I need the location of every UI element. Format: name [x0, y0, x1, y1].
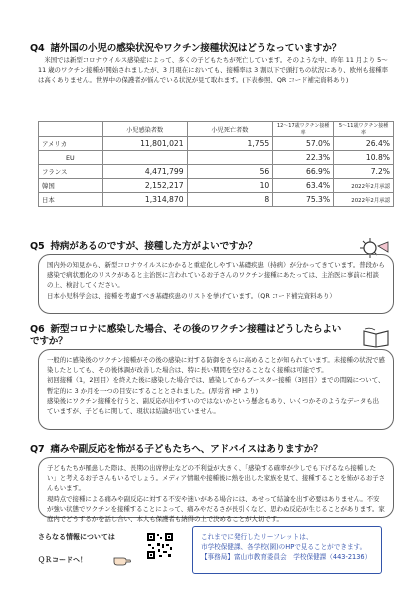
table-cell: 2022年2月承認 [334, 193, 394, 207]
q6-number: Q6 [30, 324, 45, 335]
table-cell: 57.0% [273, 137, 334, 151]
table-cell: 66.9% [273, 165, 334, 179]
table-cell: 10 [187, 179, 273, 193]
q7-title: 痛みや副反応を怖がる子どもたちへ、アドバイスはありますか？ [50, 444, 323, 455]
table-cell [187, 151, 273, 165]
table-row [39, 193, 394, 207]
table-cell: 75.3% [273, 193, 334, 207]
table-cell: 2022年2月承認 [334, 179, 394, 193]
table-cell: 56 [187, 165, 273, 179]
table-cell: 22.3% [273, 151, 334, 165]
q7-heading [30, 441, 323, 455]
footer-qr-prompt: ＱＲコードへ！ [38, 556, 87, 564]
pointing-hand-icon [113, 554, 131, 566]
qr-code-icon[interactable] [146, 532, 174, 560]
q5-title: 持病があるのですが、接種した方がよいですか？ [50, 241, 258, 252]
q6-heading [30, 324, 348, 348]
table-cell: 4,471,799 [102, 165, 187, 179]
table-header-cell: 小児感染者数 [102, 122, 187, 137]
table-cell: 26.4% [334, 137, 394, 151]
table-cell: 韓国 [39, 179, 103, 193]
q4-heading [30, 40, 341, 54]
q4-number: Q4 [30, 43, 45, 54]
q5-heading [30, 238, 257, 252]
table-cell: フランス [39, 165, 103, 179]
table-cell [102, 151, 187, 165]
q4-body: 米国では新型コロナウイルス感染症によって、多くの子どもたちが死亡しています。そのような中、昨年 11 月より 5～11 歳のワクチン接種が開始されましたが、3 月現在においても、接種率は 3 割以下で頭打ちの状況にあり、欧州も接種率は高くありません。世界中の保護者が悩んでいる状況が見て取れます。(下表参照、QR コード補完資料あり) [38, 56, 388, 85]
leaflet-info-box [192, 526, 382, 574]
q4-title: 諸外国の小児の感染状況やワクチン接種状況はどうなっていますか？ [50, 43, 342, 54]
table-row [39, 151, 394, 165]
table-cell: 7.2% [334, 165, 394, 179]
table-row [39, 165, 394, 179]
table-cell: 63.4% [273, 179, 334, 193]
table-row [39, 137, 394, 151]
table-cell: アメリカ [39, 137, 103, 151]
table-cell: 8 [187, 193, 273, 207]
book-icon [362, 325, 390, 349]
footer-more-info: さらなる情報については [38, 533, 115, 541]
table-header-cell: 5～11歳ワクチン接種率 [334, 122, 394, 137]
q5-body: 国内外の知見から、新型コロナウイルスにかかると重症化しやすい基礎疾患（持病）が分かってきています。普段から感染で病状悪化のリスクがあると主治医に言われているお子さんのワクチン接種にあたっては、主治医に事前に相談の上、検討してください。 日本小児科学会は、接種を考慮すべき基礎疾患のリストを挙げています。（QR コード補完資料あり） [47, 261, 385, 300]
q6-answer-box [38, 349, 394, 430]
stats-table [38, 121, 394, 207]
table-header-row [39, 122, 394, 137]
q6-title: 新型コロナに感染した場合、その後のワクチン接種はどうしたらよいですか？ [30, 324, 342, 347]
q7-number: Q7 [30, 444, 45, 455]
q5-answer-box [38, 254, 394, 314]
table-header-cell: 小児死亡者数 [187, 122, 273, 137]
table-cell: 11,801,021 [102, 137, 187, 151]
table-cell: 1,755 [187, 137, 273, 151]
info-line-3: 【事務局】富山市教育委員会 学校保健課（443-2136） [201, 553, 372, 561]
table-header-cell: 12～17歳ワクチン接種率 [273, 122, 334, 137]
table-cell: 2,152,217 [102, 179, 187, 193]
table-cell: 10.8% [334, 151, 394, 165]
q7-body: 子どもたちが罹患した際は、長期の出席停止などの不利益が大きく、「感染する確率が少しでも下げるなら接種したい」と考えるお子さんもいるでしょう。メディア情報や接種後に熱を出した家族を見て、接種することを怖がるお子さんもいます。 現時点で接種による痛みや副反応に対する不安や迷いがある場合には、あせって結論を出す必要はありません。不安が強い状態でワクチンを接種することによって、痛みやだるさが長引くなど、思わぬ反応が生じることがあります。家庭内でどうするかを話し合い、本人も保護者も納得の上で決めることが大切です。 [47, 464, 385, 524]
table-cell: 1,314,870 [102, 193, 187, 207]
q7-answer-box [38, 457, 394, 524]
table-row [39, 179, 394, 193]
q5-number: Q5 [30, 241, 45, 252]
info-line-1: これまでに発行したリーフレットは、 [201, 533, 313, 541]
table-header-cell [39, 122, 103, 137]
info-line-2: 市学校保健課、各学校(園)のHPで見ることができます。 [201, 543, 367, 551]
q6-body: 一般的に感染後のワクチン接種がその後の感染に対する防御をさらに高めることが知られています。未接種の状況で感染したとしても、その後体調が改善した場合は、特に長い期間を空けることなく接種は可能です。 初回接種（1，2回目）を終えた後に感染した場合では、感染してからブースター接種（3回目）までの間隔について、暫定的に 3 か月を一つの目安にすることとされました。(厚労省 HP より) 感染後にワクチン接種を行うと、副反応が出やすいのではないかという懸念もあり、いくつかそのようなデータも出ていますが、子どもに関して、現状は結論が出ていません。 [47, 356, 385, 416]
table-cell: EU [39, 151, 103, 165]
table-cell: 日本 [39, 193, 103, 207]
